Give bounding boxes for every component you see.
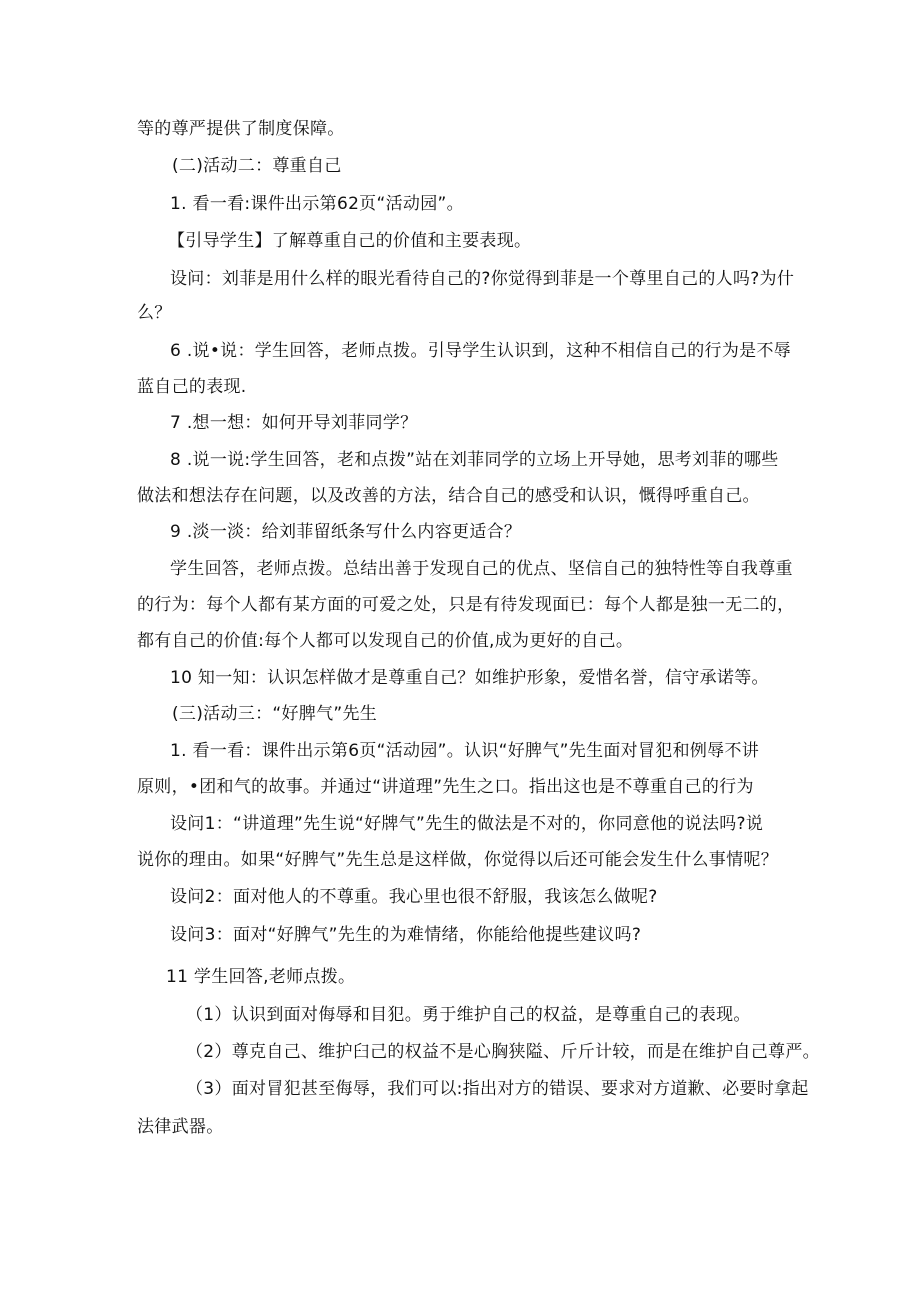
text-line: 等的尊严提供了制度保障。 [137,119,345,139]
text-line: 说你的理由。如果“好脾气”先生总是这样做，你觉得以后还可能会发生什么事情呢？ [137,850,779,870]
text-line: 7 .想一想：如何开导刘菲同学？ [170,413,418,433]
text-line: 的行为：每个人都有某方面的可爱之处，只是有待发现面已：每个人都是独一无二的， [137,595,795,615]
text-line: 蓝自己的表现. [137,377,247,397]
text-line: 原则，•团和气的故事。并通过“讲道理”先生之口。指出这也是不尊重自己的行为 [137,777,754,797]
text-line: 9 .淡一淡：给刘菲留纸条写什么内容更适合？ [170,522,522,542]
text-line: 1. 看一看：课件出示第6页“活动园”。认识“好脾气”先生面对冒犯和例辱不讲 [170,741,760,761]
text-line: 10 知一知：认识怎样做才是尊重自己？如维护形象，爱惜名誉，信守承诺等。 [170,668,769,688]
text-line: 【引导学生】了解尊重自己的价值和主要表现。 [168,231,532,251]
list-item: （2）尊克自己、维护臼己的权益不是心胸狭隘、斤斤计较，而是在维护自己尊严。 [186,1042,820,1062]
text-line: 设问3：面对“好脾气”先生的为难情绪，你能给他提些建议吗? [170,925,642,945]
text-line: 么？ [137,303,172,323]
text-line: 设问：刘菲是用什么样的眼光看待自己的?你觉得到菲是一个尊里自己的人吗?为什 [170,269,795,289]
text-line: 做法和想法存在问题，以及改善的方法，结合自己的感受和认识，慨得呼重自己。 [137,486,760,506]
list-item: （3）面对冒犯甚至侮辱，我们可以:指出对方的错误、要求对方道歉、必要时拿起 [186,1079,809,1099]
text-line: 设问2：面对他人的不尊重。我心里也很不舒服，我该怎么做呢? [170,887,658,907]
text-line: 法律武器。 [137,1117,224,1137]
section-heading: (二)活动二：尊重自己 [172,156,342,176]
text-line: 11 学生回答,老师点拨。 [166,967,356,987]
list-item: （1）认识到面对侮辱和目犯。勇于维护自己的权益，是尊重自己的表现。 [186,1005,751,1025]
text-line: 学生回答，老师点拨。总结出善于发现自己的优点、坚信自己的独特性等自我尊重 [170,559,793,579]
text-line: 都有自己的价值:每个人都可以发现自己的价值,成为更好的自己。 [137,631,634,651]
text-line: 设问1：“讲道理”先生说“好牌气”先生的做法是不对的，你同意他的说法吗?说 [170,814,764,834]
text-line: 8 .说一说:学生回答，老和点拨”站在刘菲同学的立场上开导她，思考刘菲的哪些 [170,450,779,470]
text-line: 1. 看一看:课件出示第62页“活动园”。 [170,194,464,214]
section-heading: (三)活动三：“好脾气”先生 [172,704,378,724]
text-line: 6 .说•说：学生回答，老师点拨。引导学生认识到，这种不相信自己的行为是不辱 [170,341,792,361]
